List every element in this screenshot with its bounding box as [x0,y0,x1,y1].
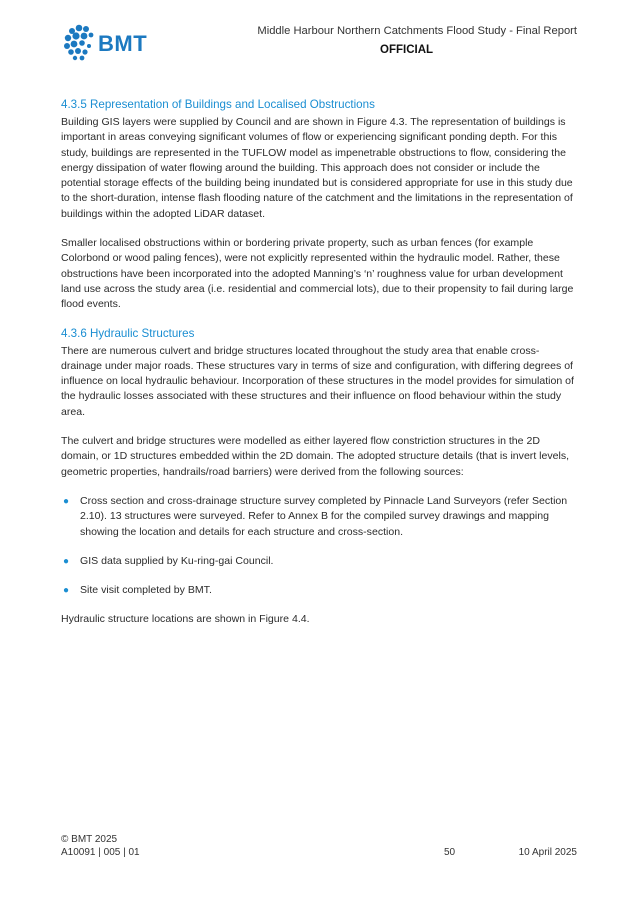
page-number: 50 [444,847,456,858]
bullet-dot-icon: ● [63,585,70,597]
list-item-text: GIS data supplied by Ku-ring-gai Council. [80,554,274,567]
footer-doc-ref: A10091 | 005 | 01 [61,847,140,858]
paragraph-structure-locations: Hydraulic structure locations are shown in Figure 4.4. [61,613,310,626]
section-heading-buildings: 4.3.5 Representation of Buildings and Localised Obstructions [61,98,375,111]
main-content [61,97,577,642]
bullet-dot-icon: ● [63,555,70,567]
list-item-text: Site visit completed by BMT. [80,584,212,597]
classification-label: OFFICIAL [380,44,434,56]
section-heading-hydraulic-structures: 4.3.6 Hydraulic Structures [61,326,195,340]
paragraph-structure-modelling: The culvert and bridge structures were modelled as either layered flow constriction structures in the 2D domain, or 1D structures embedded within the 2D domain. The adopted structure details (that is invert levels, geometric properties, handrails/road barriers) were derived from the following sources: [61,435,570,478]
list-item-text: Cross section and cross-drainage structure survey completed by Pinnacle Land Surveyors (refer Section 2.10). 13 structures were surveyed. Refer to Annex B for the compiled survey drawings and mapping showing the location and details for each structure and cross-section. [80,494,568,538]
list-item [61,554,577,569]
paragraph-obstructions: Smaller localised obstructions within or bordering private property, such as urban fences (for example Colorbond or wood paling fences), were not explicitly represented within the hydraulic model. Rather, these obstructions have been incorporated into the adopted Manning’s ‘n’ roughness value for urban development land use across the study area (i.e. residential and commercial lots), due to their propensity to fail during large flood events. [61,237,574,311]
source-list [61,494,577,598]
paragraph-buildings: Building GIS layers were supplied by Council and are shown in Figure 4.3. The representation of buildings is important in areas conveying significant volumes of flow or experiencing significant ponding depth. For this study, buildings are represented in the TUFLOW model as impenetrable obstructions to flow, considering the energy dissipation of water flowing around the building. This approach does not consider or include the potential storage effects of the building being inundated but is considered appropriate for use in this study due to the short-duration, intense flash flooding nature of the catchment and the limitations in the representation of buildings within the adopted LiDAR dataset. [61,116,573,220]
list-item [61,583,577,598]
report-title: Middle Harbour Northern Catchments Flood Study - Final Report [257,25,577,37]
logo-wordmark: BMT [98,31,148,56]
bullet-dot-icon: ● [63,495,70,507]
paragraph-culverts: There are numerous culvert and bridge structures located throughout the study area that enable cross-drainage under major roads. These structures vary in terms of size and configuration, with differing degrees of influence on local hydraulic behaviour. Incorporation of these structures in the model provides for simulation of the hydraulic losses associated with these structures and their influence on flood behaviour within the study area. [61,344,574,418]
list-item [61,494,577,540]
footer-date: 10 April 2025 [518,847,577,858]
footer-copyright: © BMT 2025 [61,834,118,845]
